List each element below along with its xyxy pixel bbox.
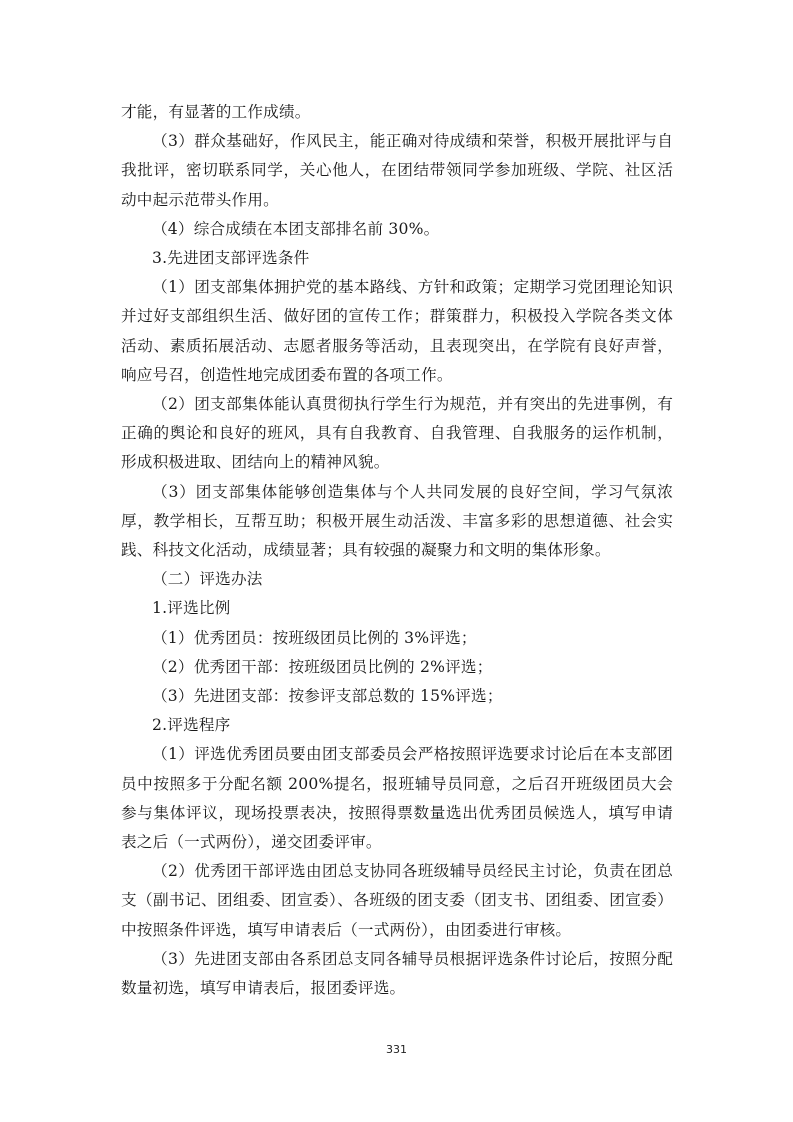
document-body <box>121 98 673 1003</box>
section-heading: 3.先进团支部评选条件 <box>152 249 310 268</box>
list-item: （1）优秀团员：按班级团员比例的 3%评选； <box>152 628 477 647</box>
paragraph: （3）群众基础好，作风民主，能正确对待成绩和荣誉，积极开展批评与自我批评，密切联系同学，关心他人，在团结带领同学参加班级、学院、社区活动中起示范带头作用。 <box>121 132 673 209</box>
paragraph: （2）团支部集体能认真贯彻执行学生行为规范，并有突出的先进事例，有正确的舆论和良好的班风，具有自我教育、自我管理、自我服务的运作机制，形成积极进取、团结向上的精神风貌。 <box>121 395 673 472</box>
paragraph: （3）先进团支部由各系团总支同各辅导员根据评选条件讨论后，按照分配数量初选，填写申请表后，报团委评选。 <box>121 949 673 998</box>
section-heading: 1.评选比例 <box>152 599 231 618</box>
section-heading: （二）评选办法 <box>152 570 263 589</box>
paragraph: （2）优秀团干部评选由团总支协同各班级辅导员经民主讨论，负责在团总支（副书记、团组委、团宣委）、各班级的团支委（团支书、团组委、团宣委）中按照条件评选，填写申请表后（一式两份），由团委进行审核。 <box>121 862 673 939</box>
paragraph: 才能，有显著的工作成绩。 <box>121 103 311 121</box>
paragraph: （4）综合成绩在本团支部排名前 30%。 <box>152 219 440 238</box>
paragraph: （1）团支部集体拥护党的基本路线、方针和政策；定期学习党团理论知识并过好支部组织生活、做好团的宣传工作；群策群力，积极投入学院各类文体活动、素质拓展活动、志愿者服务等活动，且表现突出，在学院有良好声誉，响应号召，创造性地完成团委布置的各项工作。 <box>121 278 673 384</box>
section-heading: 2.评选程序 <box>152 716 231 735</box>
list-item: （2）优秀团干部：按班级团员比例的 2%评选； <box>152 657 493 676</box>
page-number: 331 <box>386 1043 407 1056</box>
paragraph: （3）团支部集体能够创造集体与个人共同发展的良好空间，学习气氛浓厚，教学相长，互帮互助；积极开展生动活泼、丰富多彩的思想道德、社会实践、科技文化活动，成绩显著；具有较强的凝聚力和文明的集体形象。 <box>121 482 673 560</box>
list-item: （3）先进团支部：按参评支部总数的 15%评选； <box>152 687 503 706</box>
paragraph: （1）评选优秀团员要由团支部委员会严格按照评选要求讨论后在本支部团员中按照多于分配名额 200%提名，报班辅导员同意，之后召开班级团员大会参与集体评议，现场投票表决，按照得票数量选出优秀团员候选人，填写申请表之后（一式两份），递交团委评审。 <box>121 745 673 852</box>
